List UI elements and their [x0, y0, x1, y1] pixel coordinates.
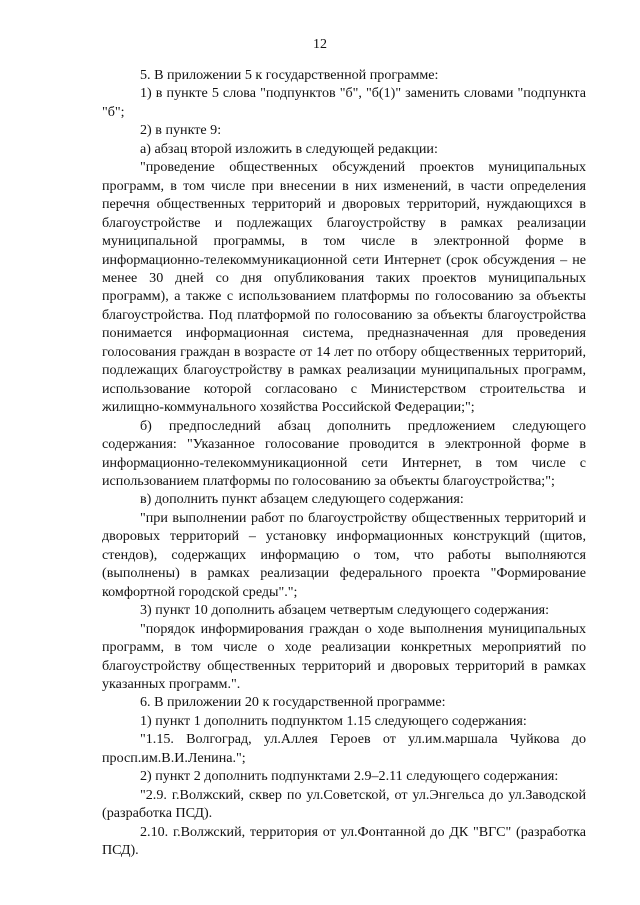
paragraph-item-1-subpoint-1-15: 1) пункт 1 дополнить подпунктом 1.15 следующего содержания: [140, 712, 527, 729]
paragraph-subitem-b: б) предпоследний абзац дополнить предложением следующего содержания: "Указанное голосование проводится в электронной форме в информационно-телекоммуникационной сети Интернет, в том числе с использованием платформы по голосованию за объекты благоустройства;"; [102, 417, 586, 489]
paragraph-quoted-public-discussion: "проведение общественных обсуждений проектов муниципальных программ, в том числе при внесении в них изменений, в части определения перечня общественных территорий и дворовых территорий, нуждающихся в благоустройстве и подлежащих благоустройству в рамках реализации муниципальной программы, в том числе в электронной форме в информационно-телекоммуникационной сети Интернет (срок обсуждения – не менее 30 дней со дня опубликования таких проектов муниципальных программ), а также с использованием платформы по голосованию за объекты благоустройства. Под платформой по голосованию за объекты благоустройства понимается информационная система, предназначенная для проведения голосования граждан в возрасте от 14 лет по отбору общественных территорий, подлежащих благоустройству в рамках реализации муниципальных программ, использование которой согласовано с Министерством строительства и жилищно-коммунального хозяйства Российской Федерации;"; [102, 159, 586, 416]
paragraph-quoted-1-15-volgograd: "1.15. Волгоград, ул.Аллея Героев от ул.им.маршала Чуйкова до просп.им.В.И.Ленина."; [102, 731, 586, 766]
paragraph-subitem-a: а) абзац второй изложить в следующей редакции: [140, 140, 438, 157]
paragraph-subitem-v: в) дополнить пункт абзацем следующего содержания: [140, 491, 464, 508]
paragraph-quoted-informing-procedure: "порядок информирования граждан о ходе выполнения муниципальных программ, в том числе о ходе реализации конкретных мероприятий по благоустройству общественных территорий и дворовых территорий в рамках указанных программ.". [102, 620, 586, 692]
paragraph-section-5-heading: 5. В приложении 5 к государственной программе: [140, 67, 439, 83]
paragraph-item-2-subpoints-2-9-2-11: 2) пункт 2 дополнить подпунктами 2.9–2.11 следующего содержания: [140, 768, 559, 785]
paragraph-item-3-point-10: 3) пункт 10 дополнить абзацем четвертым следующего содержания: [140, 602, 550, 619]
page-number: 12 [313, 37, 327, 52]
paragraph-quoted-2-9-volzhsky-square: "2.9. г.Волжский, сквер по ул.Советской, от ул.Энгельса до ул.Заводской (разработка ПСД). [102, 786, 586, 822]
paragraph-quoted-information-constructions: "при выполнении работ по благоустройству общественных территорий и дворовых территорий – установку информационных конструкций (щитов, стендов), содержащих информацию о том, что работы выполняются (выполнены) в рамках реализации федерального проекта "Формирование комфортной городской среды"."; [102, 509, 586, 600]
paragraph-item-2-point-9: 2) в пункте 9: [140, 122, 222, 139]
document-body [102, 66, 586, 859]
paragraph-2-10-volzhsky-territory: 2.10. г.Волжский, территория от ул.Фонтанной до ДК "ВГС" (разработка ПСД). [102, 823, 586, 859]
paragraph-item-1-point-5: 1) в пункте 5 слова "подпунктов "б", "б(1)" заменить словами "подпункта "б"; [102, 85, 586, 120]
paragraph-section-6-heading: 6. В приложении 20 к государственной программе: [140, 694, 446, 711]
